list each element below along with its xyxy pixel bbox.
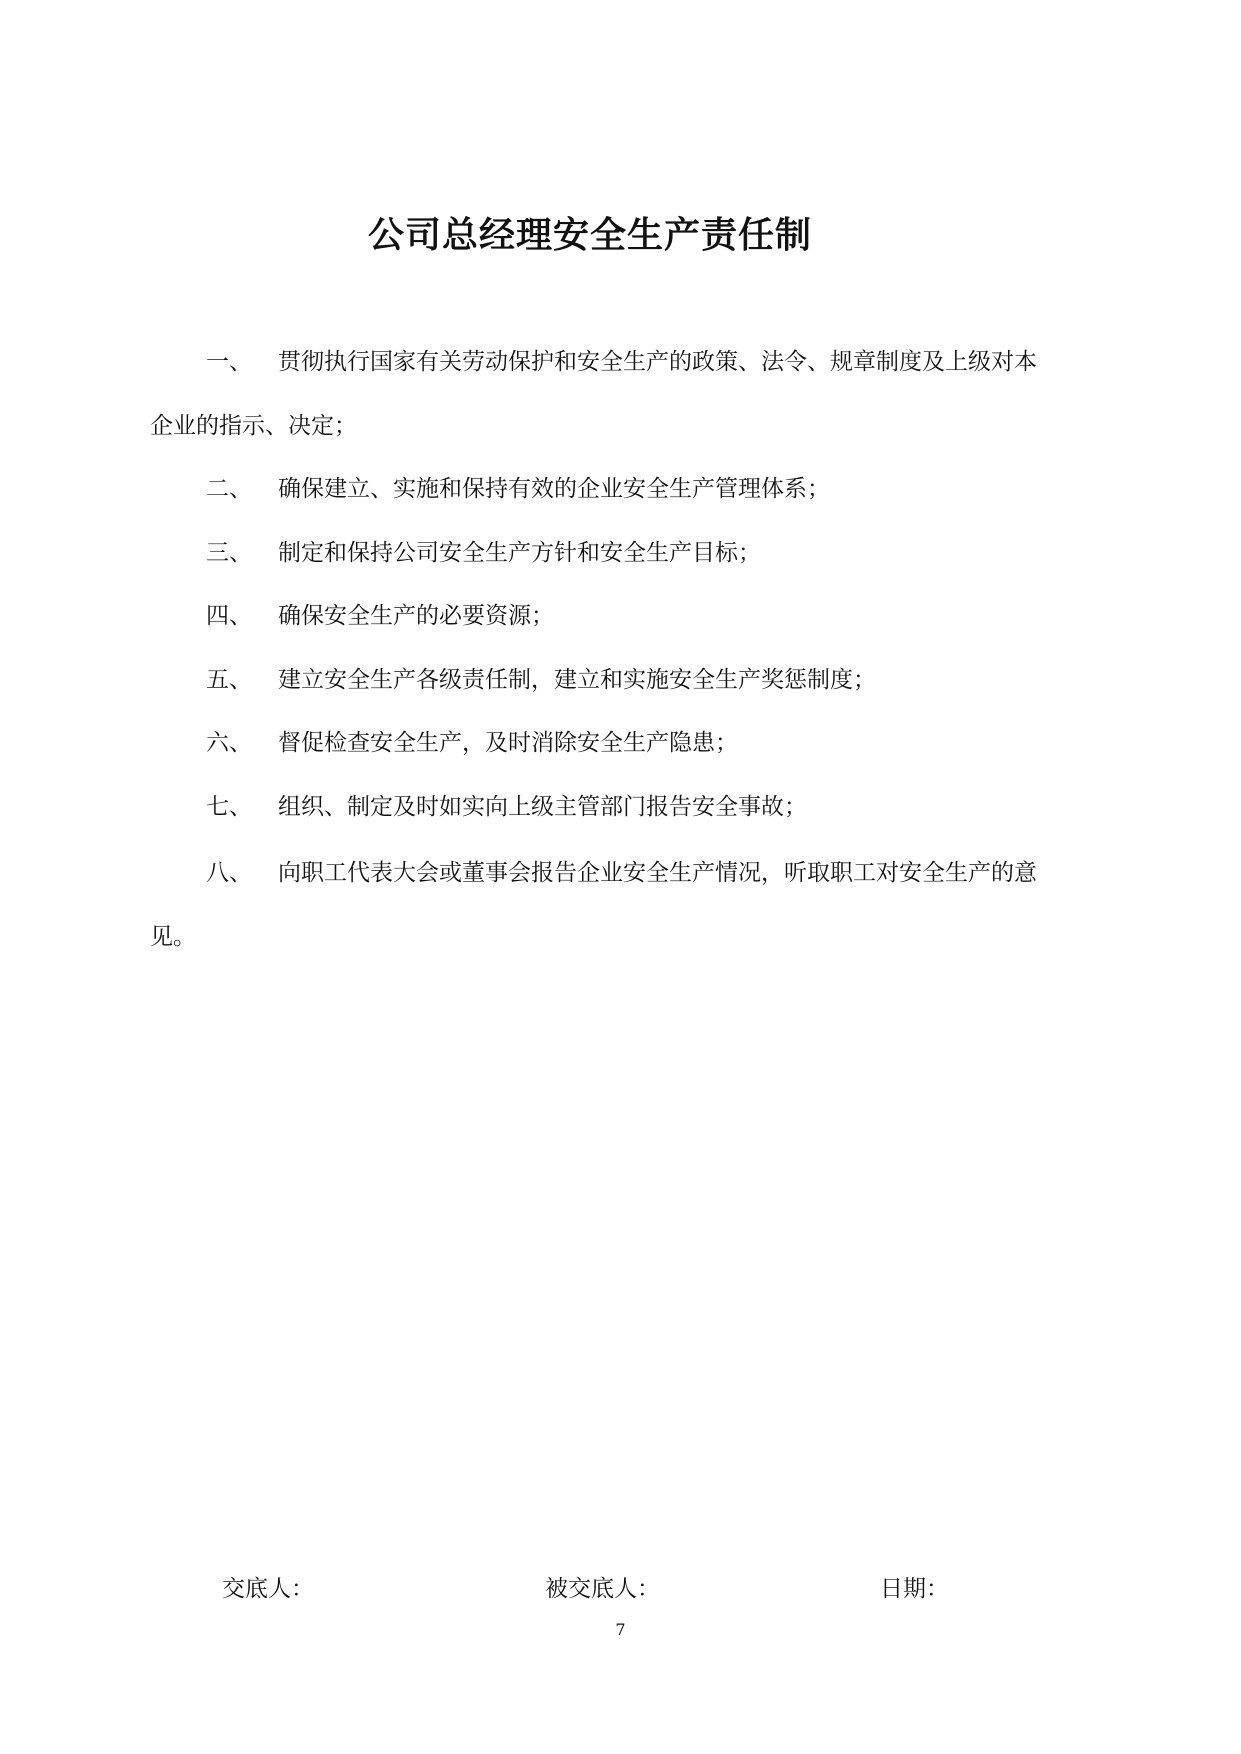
item-text: 建立安全生产各级责任制，建立和实施安全生产奖惩制度； bbox=[278, 667, 876, 693]
received-by-label: 被交底人： bbox=[545, 1576, 660, 1602]
item-number: 七、 bbox=[206, 794, 252, 820]
item-text-continuation: 见。 bbox=[150, 924, 196, 950]
item-number: 六、 bbox=[206, 730, 252, 756]
handover-by-label: 交底人： bbox=[222, 1576, 314, 1602]
item-text: 确保建立、实施和保持有效的企业安全生产管理体系； bbox=[278, 476, 830, 502]
item-text-continuation: 企业的指示、决定； bbox=[150, 413, 357, 439]
item-text: 确保安全生产的必要资源； bbox=[278, 603, 554, 629]
item-number: 四、 bbox=[206, 603, 252, 629]
item-text: 组织、制定及时如实向上级主管部门报告安全事故； bbox=[278, 794, 807, 820]
date-label: 日期： bbox=[880, 1576, 949, 1602]
item-text: 向职工代表大会或董事会报告企业安全生产情况，听取职工对安全生产的意 bbox=[278, 860, 1037, 886]
item-number: 二、 bbox=[206, 476, 252, 502]
item-number: 三、 bbox=[206, 540, 252, 566]
item-number: 八、 bbox=[206, 860, 252, 886]
item-text: 制定和保持公司安全生产方针和安全生产目标； bbox=[278, 540, 761, 566]
item-text: 督促检查安全生产，及时消除安全生产隐患； bbox=[278, 730, 738, 756]
page-number: 7 bbox=[615, 1620, 626, 1639]
item-text: 贯彻执行国家有关劳动保护和安全生产的政策、法令、规章制度及上级对本 bbox=[278, 349, 1037, 375]
item-number: 一、 bbox=[206, 349, 252, 375]
item-number: 五、 bbox=[206, 667, 252, 693]
page-title: 公司总经理安全生产责任制 bbox=[367, 215, 812, 256]
